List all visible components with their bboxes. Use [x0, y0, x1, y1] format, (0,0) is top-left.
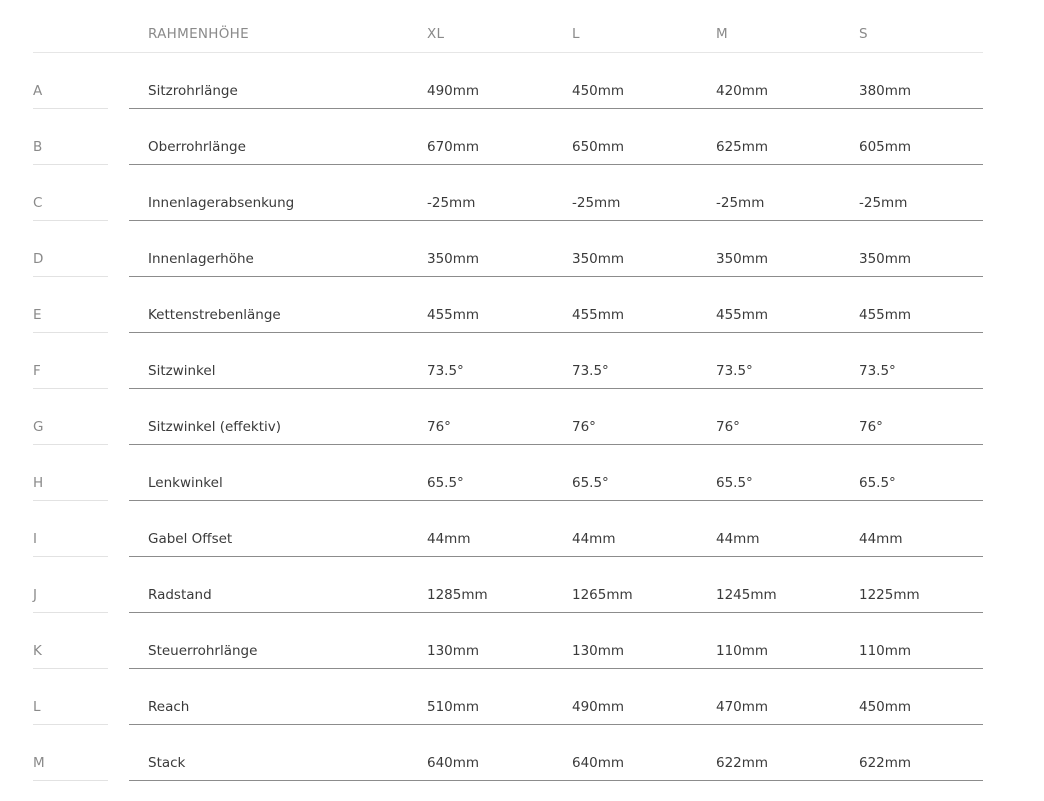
- row-value-m: 73.5°: [716, 363, 753, 379]
- row-value-s: 76°: [859, 419, 883, 435]
- table-row: [33, 501, 983, 557]
- row-value-xl: 1285mm: [427, 587, 488, 603]
- row-letter: H: [33, 475, 44, 491]
- row-value-m: 350mm: [716, 251, 769, 267]
- header-size-s: S: [859, 26, 868, 42]
- row-value-l: 650mm: [572, 139, 625, 155]
- table-row: [33, 725, 983, 781]
- row-value-l: 455mm: [572, 307, 625, 323]
- row-value-m: 455mm: [716, 307, 769, 323]
- row-value-s: 110mm: [859, 643, 912, 659]
- row-value-m: 44mm: [716, 531, 760, 547]
- row-label: Lenkwinkel: [148, 475, 223, 491]
- table-row: [33, 277, 983, 333]
- row-value-m: 470mm: [716, 699, 769, 715]
- row-value-m: 420mm: [716, 83, 769, 99]
- row-label: Innenlagerabsenkung: [148, 195, 295, 211]
- row-label: Sitzrohrlänge: [148, 83, 238, 99]
- row-label: Sitzwinkel (effektiv): [148, 419, 282, 435]
- row-value-m: 76°: [716, 419, 740, 435]
- row-label: Stack: [148, 755, 186, 771]
- row-divider: [129, 780, 983, 781]
- row-value-m: -25mm: [716, 195, 765, 211]
- row-value-xl: 670mm: [427, 139, 480, 155]
- row-value-m: 65.5°: [716, 475, 753, 491]
- row-value-m: 110mm: [716, 643, 769, 659]
- table-row: [33, 221, 983, 277]
- table-row: [33, 165, 983, 221]
- row-value-xl: 455mm: [427, 307, 480, 323]
- row-letter: F: [33, 363, 41, 379]
- row-value-l: 76°: [572, 419, 596, 435]
- row-value-s: 622mm: [859, 755, 912, 771]
- row-value-xl: -25mm: [427, 195, 476, 211]
- row-letter: M: [33, 755, 45, 771]
- row-value-l: 73.5°: [572, 363, 609, 379]
- row-label: Gabel Offset: [148, 531, 233, 547]
- row-value-l: 490mm: [572, 699, 625, 715]
- row-letter: E: [33, 307, 42, 323]
- row-letter: K: [33, 643, 42, 659]
- table-row: [33, 53, 983, 109]
- row-value-m: 622mm: [716, 755, 769, 771]
- row-letter: L: [33, 699, 41, 715]
- row-value-xl: 130mm: [427, 643, 480, 659]
- row-value-l: 44mm: [572, 531, 616, 547]
- row-value-l: 350mm: [572, 251, 625, 267]
- row-value-s: 380mm: [859, 83, 912, 99]
- row-value-s: 605mm: [859, 139, 912, 155]
- table-row: [33, 389, 983, 445]
- row-letter: B: [33, 139, 43, 155]
- table-body: [33, 53, 983, 781]
- row-value-m: 1245mm: [716, 587, 777, 603]
- row-value-s: 450mm: [859, 699, 912, 715]
- row-value-xl: 65.5°: [427, 475, 464, 491]
- row-letter-divider: [33, 780, 108, 781]
- row-value-xl: 640mm: [427, 755, 480, 771]
- row-value-l: 65.5°: [572, 475, 609, 491]
- row-value-xl: 76°: [427, 419, 451, 435]
- row-letter: A: [33, 83, 43, 99]
- table-row: [33, 669, 983, 725]
- row-letter: J: [33, 587, 37, 603]
- row-letter: G: [33, 419, 44, 435]
- row-value-xl: 44mm: [427, 531, 471, 547]
- table-row: [33, 333, 983, 389]
- row-value-l: 1265mm: [572, 587, 633, 603]
- row-value-l: 130mm: [572, 643, 625, 659]
- row-value-s: -25mm: [859, 195, 908, 211]
- row-value-m: 625mm: [716, 139, 769, 155]
- geometry-table: [33, 14, 983, 781]
- header-size-m: M: [716, 26, 728, 42]
- row-value-s: 44mm: [859, 531, 903, 547]
- row-value-s: 1225mm: [859, 587, 920, 603]
- table-row: [33, 109, 983, 165]
- row-value-s: 350mm: [859, 251, 912, 267]
- row-value-s: 73.5°: [859, 363, 896, 379]
- row-letter: I: [33, 531, 37, 547]
- row-value-xl: 490mm: [427, 83, 480, 99]
- table-row: [33, 445, 983, 501]
- row-value-l: 640mm: [572, 755, 625, 771]
- header-size-xl: XL: [427, 26, 445, 42]
- row-label: Steuerrohrlänge: [148, 643, 258, 659]
- row-label: Sitzwinkel: [148, 363, 216, 379]
- row-letter: D: [33, 251, 44, 267]
- row-label: Reach: [148, 699, 190, 715]
- row-value-s: 455mm: [859, 307, 912, 323]
- row-value-xl: 510mm: [427, 699, 480, 715]
- row-label: Innenlagerhöhe: [148, 251, 254, 267]
- row-value-xl: 350mm: [427, 251, 480, 267]
- table-row: [33, 557, 983, 613]
- row-letter: C: [33, 195, 43, 211]
- row-value-xl: 73.5°: [427, 363, 464, 379]
- header-frame-size-label: RAHMENHÖHE: [148, 26, 249, 42]
- row-value-l: 450mm: [572, 83, 625, 99]
- table-header: [33, 14, 983, 53]
- row-label: Oberrohrlänge: [148, 139, 246, 155]
- row-value-l: -25mm: [572, 195, 621, 211]
- table-row: [33, 613, 983, 669]
- row-value-s: 65.5°: [859, 475, 896, 491]
- row-label: Kettenstrebenlänge: [148, 307, 281, 323]
- row-label: Radstand: [148, 587, 212, 603]
- header-size-l: L: [572, 26, 580, 42]
